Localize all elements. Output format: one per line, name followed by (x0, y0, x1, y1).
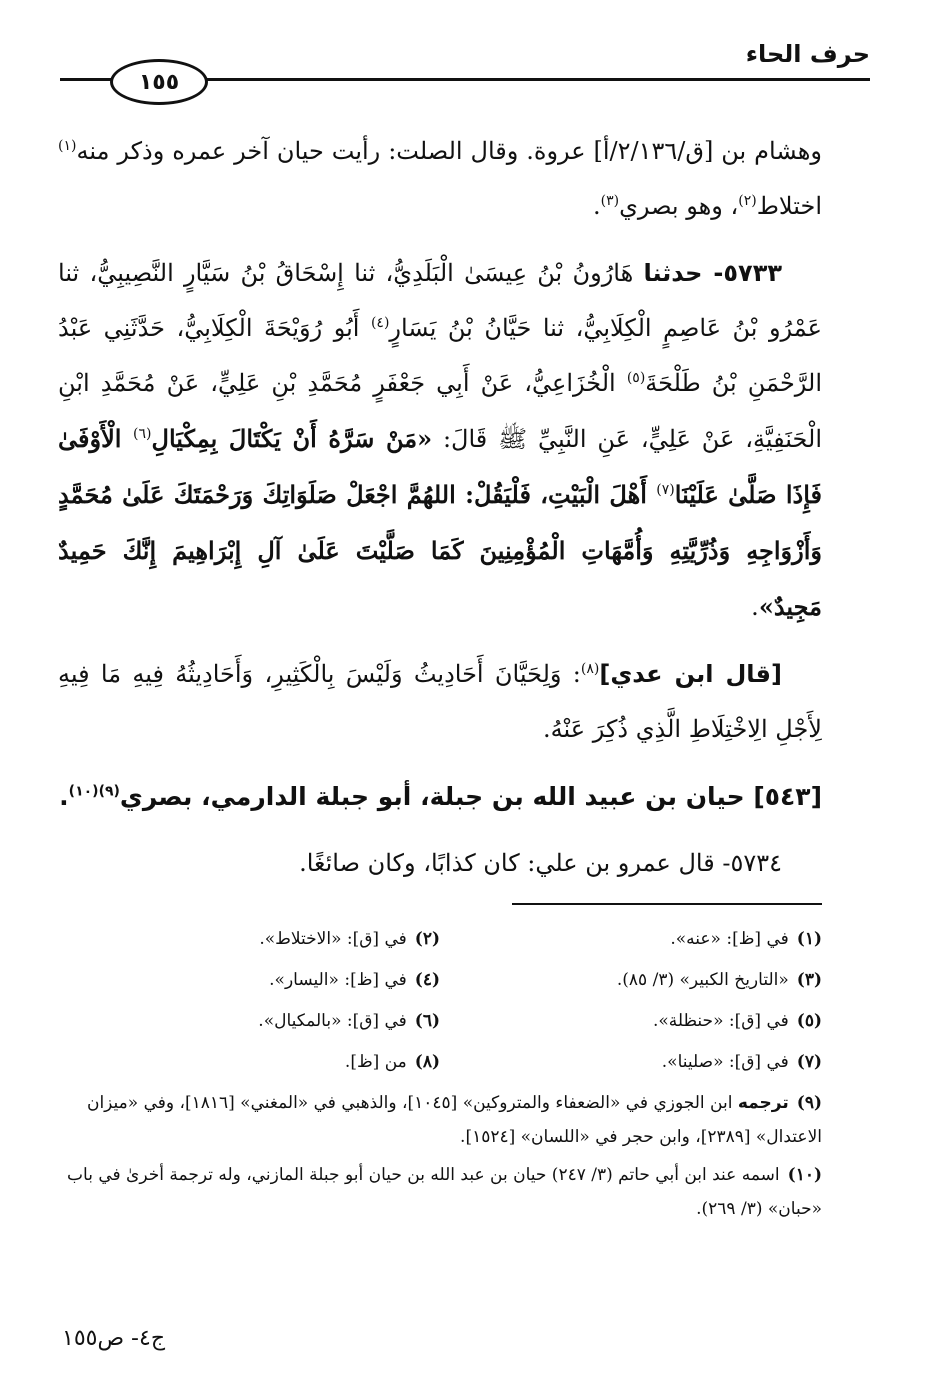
footnote-1 (440, 929, 822, 949)
footnote-text: اسمه عند ابن أبي حاتم (٣/ ٢٤٧) حيان بن عبد الله بن حيان أبو جبلة المازني، وله ترجمة أخرىٰ في باب «حبان» (٣/ ٢٦٩). (67, 1165, 822, 1219)
matn-text: «مَنْ سَرَّهُ أَنْ يَكْتَالَ بِمِكْيَالِ (151, 424, 433, 453)
footnote-text: ابن الجوزي في «الضعفاء والمتروكين» [١٠٤٥]، والذهبي في «المغني» [١٨١٦]، وفي «ميزان الاعتدال» [٢٣٨٩]، وابن حجر في «اللسان» [١٥٢٤]. (86, 1093, 822, 1147)
footnote-ref[interactable]: (٥) (626, 370, 646, 386)
footnote-text: في [ظ]: «اليسار». (269, 969, 407, 990)
footnote-ref[interactable]: (٣) (600, 193, 620, 209)
footnote-number: (٤) (414, 969, 440, 990)
text-run: وهشام بن [ق/٢/١٣٦/أ] عروة. وقال الصلت: رأيت حيان آخر عمره وذكر منه (76, 137, 822, 165)
footnote-text: في [ق]: «صلينا». (661, 1051, 789, 1072)
text-run: ، وهو بصري (619, 192, 739, 220)
footnote-number: (٧) (796, 1051, 822, 1072)
footnote-2 (58, 929, 440, 949)
footnote-number: (٥) (796, 1010, 822, 1031)
footnote-text: في [ق]: «الاختلاط». (259, 928, 407, 949)
page-number: ١٥٥ (138, 69, 180, 95)
text-run: اختلاط (756, 192, 822, 220)
footnotes (58, 918, 822, 1226)
isnad-text: هَارُونُ بْنُ عِيسَىٰ الْبَلَدِيُّ، ثنا إِسْحَاقُ بْنُ سَيَّارٍ النَّصِيبِيُّ، ثنا عَمْرُو بْنُ عَاصِمٍ الْكِلَابِيُّ، ثنا حَيَّانُ بْنُ يَسَارٍ (58, 259, 822, 342)
isnad-text: أَبُو رُوَيْحَةَ الْكِلَابِيُّ، حَدَّثَنِي عَبْدُ الرَّحْمَنِ بْنُ طَلْحَةَ (58, 314, 822, 397)
ibn-adi-label: [قال ابن عدي] (599, 660, 782, 688)
footnote-text: في [ق]: «بالمكيال». (258, 1010, 407, 1031)
matn-text: الْأَوْفَىٰ فَإِذَا صَلَّىٰ عَلَيْنَا (58, 424, 822, 509)
footnote-row (58, 918, 822, 959)
footnote-rule (512, 903, 822, 905)
footnote-number: (٦) (414, 1010, 440, 1031)
footnote-ref[interactable]: (٦) (133, 426, 152, 442)
footnote-ref[interactable]: (١) (58, 138, 77, 154)
footnote-number: (٨) (414, 1051, 440, 1072)
footnote-4 (58, 970, 440, 990)
footnote-text: من [ظ]. (344, 1051, 407, 1072)
page-footer-ref: ج٤- ص١٥٥ (62, 1326, 166, 1351)
entry-title: [٥٤٣] حيان بن عبيد الله بن جبلة، أبو جبلة الدارمي، بصري (119, 782, 822, 811)
haddathana-label: حدثنا (643, 259, 703, 287)
running-title: حرف الحاء (745, 40, 870, 68)
footnote-3 (440, 970, 822, 990)
footnote-text: في [ق]: «حنظلة». (652, 1010, 789, 1031)
footnote-5 (440, 1011, 822, 1031)
footnote-ref[interactable]: (٧) (656, 482, 675, 498)
ibn-adi-comment (58, 647, 822, 757)
comment-text: : وَلِحَيَّانَ أَحَادِيثُ وَلَيْسَ بِالْكَثِيرِ، وَأَحَادِيثُهُ فِيهِ مَا فِيهِ لِأَجْلِ الِاخْتِلَاطِ الَّذِي ذُكِرَ عَنْهُ. (58, 660, 822, 743)
footnote-number: (١٠) (787, 1165, 822, 1185)
isnad-text: الْخُزَاعِيُّ، عَنْ أَبِي جَعْفَرٍ مُحَمَّدِ بْنِ عَلِيٍّ، عَنْ مُحَمَّدِ ابْنِ الْحَنَفِيَّةِ، عَنْ عَلِيٍّ، عَنِ النَّبِيِّ ﷺ قَالَ: (58, 369, 823, 453)
footnote-number: (١) (796, 928, 822, 949)
hadith-5733 (58, 246, 822, 635)
footnote-text: «التاريخ الكبير» (٣/ ٨٥). (616, 969, 789, 990)
footnote-row (58, 1041, 822, 1082)
footnote-number: (٩) (796, 1093, 822, 1113)
entry-heading (58, 769, 822, 824)
footnote-label: ترجمه (737, 1093, 789, 1113)
footnote-number: (٣) (796, 969, 822, 990)
footnote-7 (440, 1052, 822, 1072)
hadith-number: ٥٧٣٣- (702, 259, 782, 287)
footnote-ref[interactable]: (٤) (370, 315, 390, 331)
paragraph-1 (58, 124, 822, 234)
footnote-ref[interactable]: (٩)(١٠) (68, 783, 120, 800)
main-text (58, 124, 822, 891)
footnote-row (58, 959, 822, 1000)
footnote-9 (58, 1086, 822, 1154)
footnote-10 (58, 1158, 822, 1226)
footnote-row (58, 1000, 822, 1041)
matn-text: أَهْلَ الْبَيْتِ، فَلْيَقُلْ: اللهُمَّ اجْعَلْ صَلَوَاتِكَ وَرَحْمَتَكَ عَلَىٰ مُحَمَّدٍ وَأَزْوَاجِهِ وَذُرِّيَّتِهِ وَأُمَّهَاتِ الْمُؤْمِنِينَ كَمَا صَلَّيْتَ عَلَىٰ آلِ إِبْرَاهِيمَ إِنَّكَ حَمِيدٌ مَجِيدٌ» (58, 480, 822, 621)
footnote-8 (58, 1052, 440, 1072)
text-run: . (59, 782, 69, 811)
hadith-5734: ٥٧٣٤- قال عمرو بن علي: كان كذابًا، وكان صائغًا. (299, 849, 782, 877)
page-number-oval (110, 59, 208, 105)
footnote-ref[interactable]: (٨) (580, 661, 600, 677)
footnote-6 (58, 1011, 440, 1031)
footnote-number: (٢) (414, 928, 440, 949)
footnote-ref[interactable]: (٢) (738, 193, 757, 209)
text-run: . (751, 593, 759, 621)
text-run: . (592, 192, 601, 220)
footnote-text: في [ظ]: «عنه». (670, 928, 789, 949)
